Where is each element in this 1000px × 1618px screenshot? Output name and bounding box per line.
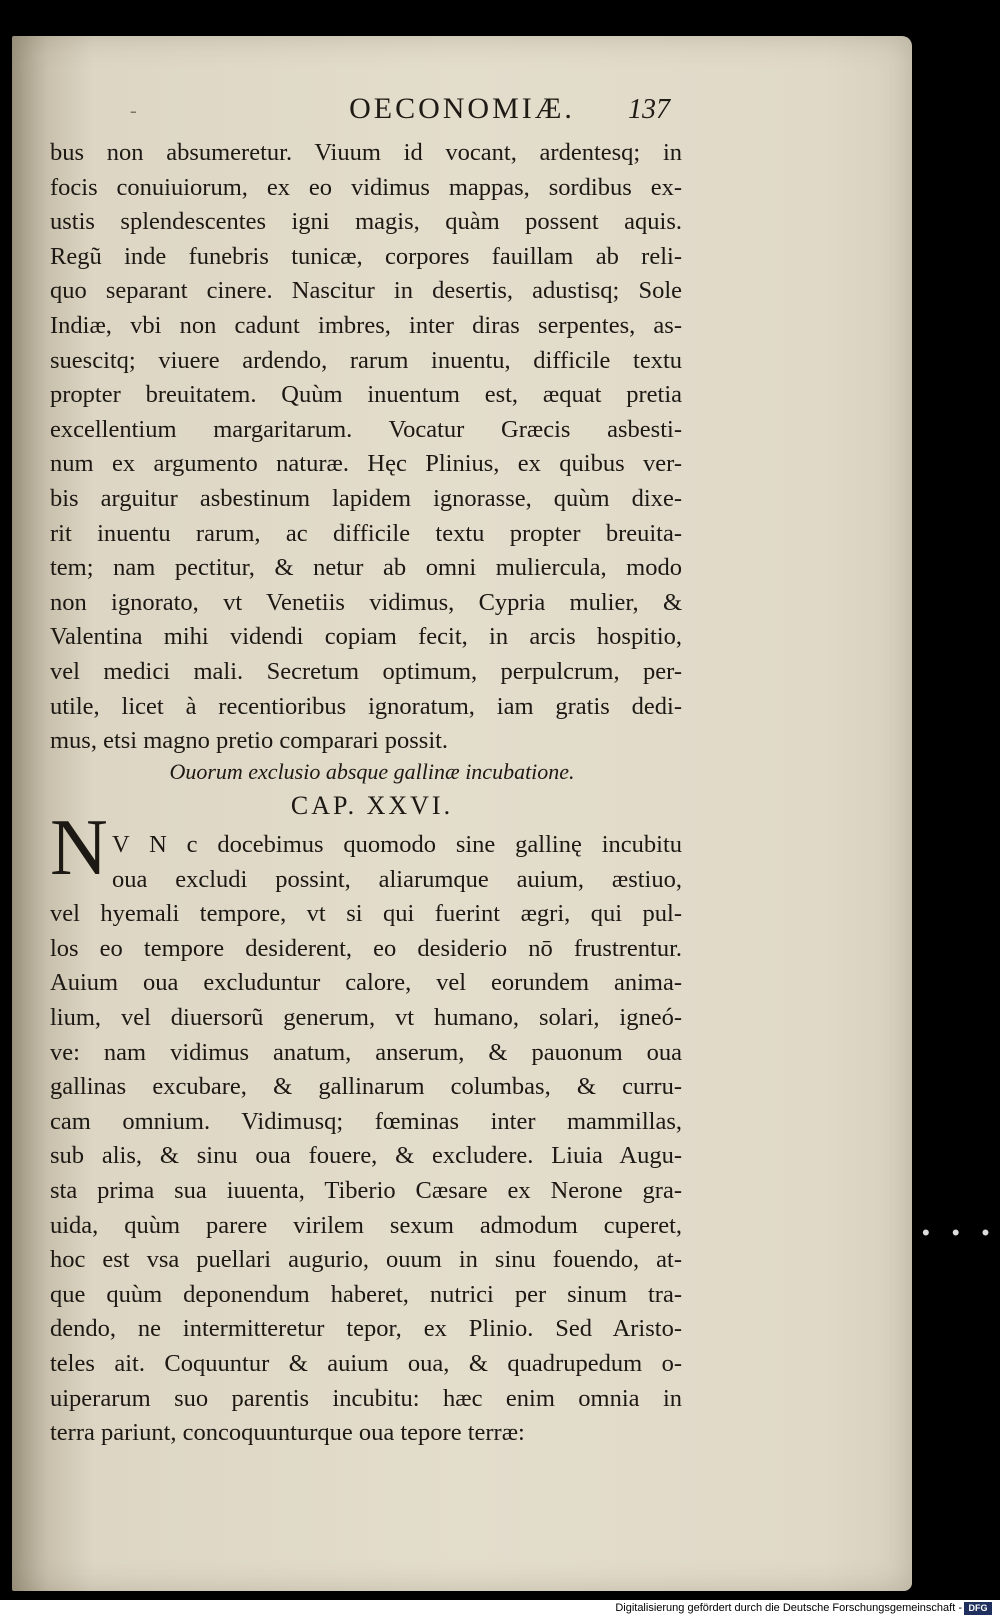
text-line: que quùm deponendum haberet, nutrici per sinum tra- (50, 1280, 682, 1308)
text-line: dendo, ne intermitteretur tepor, ex Plinio. Sed Aristo- (50, 1315, 682, 1343)
header-ornament: - (130, 100, 137, 122)
text-line: focis conuiuiorum, ex eo vidimus mappas, sordibus ex- (50, 173, 682, 201)
text-line: terra pariunt, concoquunturque oua tepore terræ: (50, 1419, 525, 1447)
book-page (12, 36, 912, 1591)
text-line: sta prima sua iuuenta, Tiberio Cæsare ex Nerone gra- (50, 1177, 682, 1204)
text-line: uida, quùm parere virilem sexum admodum cuperet, (50, 1211, 682, 1239)
text-line: bis arguitur asbestinum lapidem ignorasse, quùm dixe- (50, 485, 682, 512)
text-line: cam omnium. Vidimusq; fœminas inter mammillas, (50, 1107, 682, 1135)
dfg-logo-icon: DFG (964, 1602, 992, 1615)
text-line: lium, vel diuersorũ generum, vt humano, solari, igneó- (50, 1004, 682, 1031)
text-line: vel hyemali tempore, vt si qui fuerint ægri, qui pul- (50, 900, 682, 928)
text-line: excellentium margaritarum. Vocatur Græcis asbesti- (50, 415, 682, 443)
text-line: oua excludi possint, aliarumque auium, æstiuo, (112, 865, 682, 893)
text-line: num ex argumento naturæ. Hęc Plinius, ex quibus ver- (50, 450, 682, 478)
text-line: los eo tempore desiderent, eo desiderio nō frustrentur. (50, 934, 682, 962)
text-line: Indiæ, vbi non cadunt imbres, inter diras serpentes, as- (50, 312, 682, 339)
text-line: sub alis, & sinu oua fouere, & excludere. Liuia Augu- (50, 1142, 682, 1170)
text-line: non ignorato, vt Venetiis vidimus, Cypria mulier, & (50, 588, 682, 616)
text-line: uiperarum suo parentis incubitu: hæc enim omnia in (50, 1384, 682, 1412)
page-number: 137 (628, 94, 670, 125)
footer-bar (0, 1600, 1000, 1618)
header-title: OECONOMIÆ. (349, 92, 575, 125)
text-line: vel medici mali. Secretum optimum, perpulcrum, per- (50, 658, 682, 685)
text-line: gallinas excubare, & gallinarum columbas, & curru- (50, 1073, 682, 1101)
text-line: utile, licet à recentioribus ignoratum, iam gratis dedi- (50, 692, 682, 720)
text-line: propter breuitatem. Quùm inuentum est, æquat pretia (50, 381, 682, 409)
running-header (12, 92, 912, 132)
text-line: tem; nam pectitur, & netur ab omni muliercula, modo (50, 554, 682, 582)
text-line: Auium oua excluduntur calore, vel eorundem anima- (50, 969, 682, 997)
section-caption: Ouorum exclusio absque gallinæ incubatione. (169, 759, 575, 784)
text-line: quo separant cinere. Nascitur in desertis, adustisq; Sole (50, 277, 682, 305)
text-line: Valentina mihi videndi copiam fecit, in arcis hospitio, (50, 623, 682, 651)
text-line: mus, etsi magno pretio comparari possit. (50, 727, 449, 755)
text-line: hoc est vsa puellari augurio, ouum in sinu fouendo, at- (50, 1246, 682, 1274)
more-options-icon[interactable]: • • • (922, 1220, 998, 1245)
text-line: Regũ inde funebris tunicæ, corpores fauillam ab reli- (50, 242, 682, 270)
text-line: rit inuentu rarum, ac difficile textu propter breuita- (50, 519, 682, 547)
text-line: teles ait. Coquuntur & auium oua, & quadrupedum o- (50, 1350, 682, 1377)
text-line: ve: nam vidimus anatum, anserum, & pauonum oua (50, 1038, 682, 1066)
text-line: bus non absumeretur. Viuum id vocant, ardentesq; in (50, 139, 682, 166)
text-line: suescitq; viuere ardendo, rarum inuentu, difficile textu (50, 346, 682, 374)
text-line: V N c docebimus quomodo sine gallinę incubitu (112, 831, 682, 858)
chapter-heading: CAP. XXVI. (290, 791, 454, 820)
footer-credit: Digitalisierung gefördert durch die Deutsche Forschungsgemeinschaft - (615, 1602, 962, 1614)
drop-cap: N (50, 804, 108, 892)
text-line: ustis splendescentes igni magis, quàm possent aquis. (50, 208, 682, 236)
